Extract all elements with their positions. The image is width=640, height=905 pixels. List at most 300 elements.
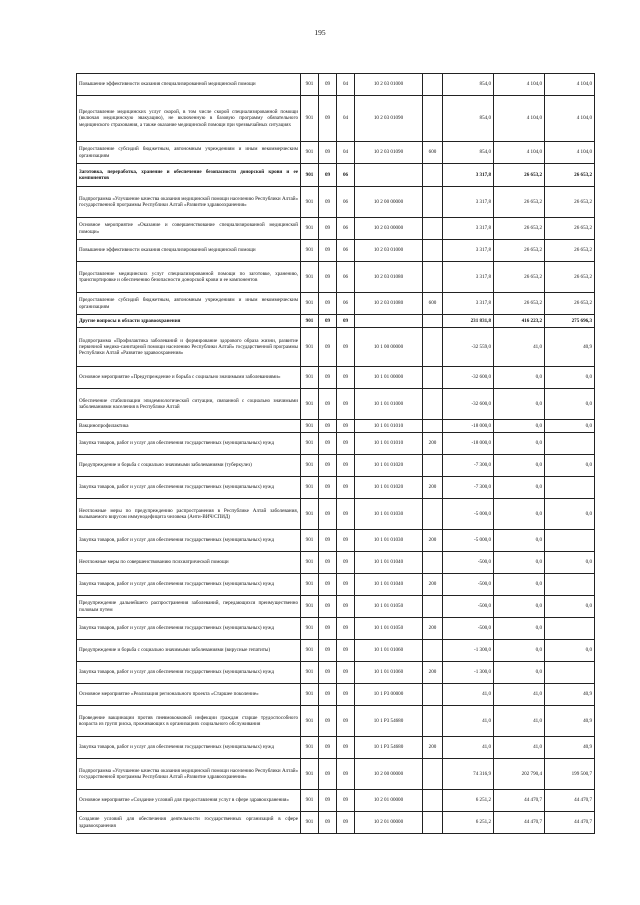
row-amount-2-cell: 41,0 [494, 737, 545, 759]
row-subsection-cell: 09 [337, 759, 355, 790]
row-section-cell: 09 [319, 240, 337, 262]
row-section-cell: 09 [319, 96, 337, 142]
row-target-article-cell: 10 2 03 00000 [355, 218, 423, 240]
row-target-article-cell: 10 1 01 01010 [355, 420, 423, 433]
row-name-cell: Закупка товаров, работ и услуг для обеспечения государственных (муниципальных) нужд [77, 737, 301, 759]
row-amount-3-cell: 26 653,2 [545, 293, 595, 315]
row-target-article-cell: 10 1 01 01040 [355, 552, 423, 574]
table-row [77, 315, 595, 328]
row-amount-3-cell: 0,0 [545, 389, 595, 420]
row-amount-3-cell: 44 470,7 [545, 812, 595, 834]
row-amount-1-cell: 6 251,2 [443, 790, 494, 812]
row-subsection-cell: 09 [337, 315, 355, 328]
row-section-cell: 09 [319, 187, 337, 218]
row-vedom-cell: 901 [301, 706, 319, 737]
table-row [77, 477, 595, 499]
row-amount-3-cell: 44 470,7 [545, 790, 595, 812]
row-amount-2-cell: 44 470,7 [494, 790, 545, 812]
row-amount-3-cell: 199 500,7 [545, 759, 595, 790]
row-section-cell: 09 [319, 574, 337, 596]
table-row [77, 420, 595, 433]
row-subsection-cell: 09 [337, 706, 355, 737]
table-row [77, 499, 595, 530]
row-amount-1-cell: 231 831,8 [443, 315, 494, 328]
row-target-article-cell: 10 1 01 01030 [355, 530, 423, 552]
row-subsection-cell: 09 [337, 684, 355, 706]
row-amount-1-cell: -18 000,0 [443, 420, 494, 433]
row-section-cell: 09 [319, 640, 337, 662]
row-amount-3-cell: 26 653,2 [545, 164, 595, 187]
row-name-cell: Подпрограмма «Профилактика заболеваний и формирование здорового образа жизни, развитие первичной медико-санитарной помощи населению Республики Алтай» государственной программы Республики Алтай «Развитие здравоохранения» [77, 328, 301, 367]
row-name-cell: Подпрограмма «Улучшение качества оказания медицинской помощи населению Республики Алтай» государственной программы Республики Алтай «Развитие здравоохранения» [77, 759, 301, 790]
row-section-cell: 09 [319, 293, 337, 315]
row-amount-3-cell: 4 104,0 [545, 96, 595, 142]
row-vedom-cell: 901 [301, 812, 319, 834]
row-amount-3-cell: 0,0 [545, 367, 595, 389]
table-row [77, 164, 595, 187]
row-amount-3-cell: 4 104,0 [545, 74, 595, 96]
row-vedom-cell: 901 [301, 218, 319, 240]
row-amount-3-cell: 0,0 [545, 455, 595, 477]
row-vedom-cell: 901 [301, 552, 319, 574]
row-amount-3-cell: 0,0 [545, 552, 595, 574]
row-amount-1-cell: 6 251,2 [443, 812, 494, 834]
row-name-cell: Закупка товаров, работ и услуг для обеспечения государственных (муниципальных) нужд [77, 662, 301, 684]
row-subsection-cell: 09 [337, 389, 355, 420]
row-amount-3-cell: 0,0 [545, 420, 595, 433]
row-vedom-cell: 901 [301, 96, 319, 142]
row-amount-1-cell: 41,0 [443, 706, 494, 737]
table-row [77, 328, 595, 367]
table-row [77, 552, 595, 574]
row-vedom-cell: 901 [301, 499, 319, 530]
row-amount-3-cell: 0,0 [545, 499, 595, 530]
row-name-cell: Неотложные меры по совершенствованию психиатрической помощи [77, 552, 301, 574]
table-row [77, 596, 595, 618]
row-section-cell: 09 [319, 596, 337, 618]
row-amount-1-cell: 854,0 [443, 142, 494, 164]
row-target-article-cell: 10 1 01 01010 [355, 433, 423, 455]
row-amount-3-cell [545, 530, 595, 552]
row-target-article-cell: 10 1 01 01020 [355, 455, 423, 477]
row-subsection-cell: 06 [337, 187, 355, 218]
row-section-cell: 09 [319, 812, 337, 834]
row-amount-1-cell: -32 600,0 [443, 389, 494, 420]
row-amount-1-cell: -7 300,0 [443, 455, 494, 477]
row-vedom-cell: 901 [301, 367, 319, 389]
row-subsection-cell: 09 [337, 662, 355, 684]
row-name-cell: Закупка товаров, работ и услуг для обеспечения государственных (муниципальных) нужд [77, 618, 301, 640]
row-target-article-cell: 10 1 01 01020 [355, 477, 423, 499]
table-row [77, 790, 595, 812]
table-row [77, 218, 595, 240]
table-row [77, 389, 595, 420]
row-section-cell: 09 [319, 684, 337, 706]
row-expense-type-cell [423, 596, 443, 618]
row-name-cell: Закупка товаров, работ и услуг для обеспечения государственных (муниципальных) нужд [77, 433, 301, 455]
row-vedom-cell: 901 [301, 618, 319, 640]
row-amount-2-cell: 0,0 [494, 530, 545, 552]
row-expense-type-cell [423, 455, 443, 477]
row-amount-2-cell: 26 653,2 [494, 218, 545, 240]
row-section-cell: 09 [319, 530, 337, 552]
row-target-article-cell: 10 2 01 00000 [355, 790, 423, 812]
row-expense-type-cell: 200 [423, 433, 443, 455]
row-amount-1-cell: -500,0 [443, 596, 494, 618]
row-vedom-cell: 901 [301, 187, 319, 218]
row-section-cell: 09 [319, 737, 337, 759]
row-vedom-cell: 901 [301, 389, 319, 420]
row-amount-1-cell: 41,0 [443, 684, 494, 706]
row-subsection-cell: 09 [337, 328, 355, 367]
row-subsection-cell: 09 [337, 812, 355, 834]
row-subsection-cell: 06 [337, 240, 355, 262]
row-amount-2-cell: 416 223,2 [494, 315, 545, 328]
row-section-cell: 09 [319, 790, 337, 812]
row-amount-1-cell: 3 317,8 [443, 187, 494, 218]
row-expense-type-cell [423, 240, 443, 262]
row-target-article-cell: 10 2 03 01090 [355, 142, 423, 164]
row-amount-2-cell: 0,0 [494, 499, 545, 530]
row-expense-type-cell: 600 [423, 293, 443, 315]
row-subsection-cell: 06 [337, 164, 355, 187]
row-target-article-cell: 10 1 01 01000 [355, 389, 423, 420]
row-target-article-cell: 10 1 P3 54680 [355, 706, 423, 737]
row-name-cell: Предупреждение и борьба с социально значимыми заболеваниями (туберкулез) [77, 455, 301, 477]
row-expense-type-cell [423, 420, 443, 433]
row-amount-2-cell: 0,0 [494, 455, 545, 477]
row-target-article-cell: 10 1 00 00000 [355, 328, 423, 367]
table-row [77, 74, 595, 96]
row-expense-type-cell [423, 790, 443, 812]
row-amount-1-cell: 41,0 [443, 737, 494, 759]
row-target-article-cell: 10 1 01 01060 [355, 640, 423, 662]
row-vedom-cell: 901 [301, 530, 319, 552]
row-name-cell: Закупка товаров, работ и услуг для обеспечения государственных (муниципальных) нужд [77, 574, 301, 596]
row-section-cell: 09 [319, 759, 337, 790]
row-section-cell: 09 [319, 74, 337, 96]
row-amount-1-cell: -32 559,0 [443, 328, 494, 367]
row-name-cell: Закупка товаров, работ и услуг для обеспечения государственных (муниципальных) нужд [77, 530, 301, 552]
row-name-cell: Предоставление медицинских услуг скорой, в том числе скорой специализированной помощи (включая медицинскую эвакуацию), не включенную в базовую программу обязательного медицинского страхования, а также оказание медицинской помощи при чрезвычайных ситуациях [77, 96, 301, 142]
row-section-cell: 09 [319, 706, 337, 737]
row-name-cell: Проведение вакцинации против пневмококковой инфекции граждан старше трудоспособного возраста из групп риска, проживающих в организациях социального обслуживания [77, 706, 301, 737]
row-section-cell: 09 [319, 389, 337, 420]
row-subsection-cell: 09 [337, 420, 355, 433]
row-subsection-cell: 09 [337, 530, 355, 552]
row-amount-1-cell: -5 000,0 [443, 499, 494, 530]
row-amount-1-cell: 3 317,8 [443, 262, 494, 293]
row-amount-2-cell: 26 653,2 [494, 187, 545, 218]
row-section-cell: 09 [319, 315, 337, 328]
row-amount-3-cell: 0,0 [545, 596, 595, 618]
row-expense-type-cell: 200 [423, 530, 443, 552]
row-vedom-cell: 901 [301, 328, 319, 367]
row-amount-1-cell: 854,0 [443, 74, 494, 96]
row-amount-3-cell: 40,9 [545, 737, 595, 759]
table-row [77, 812, 595, 834]
row-vedom-cell: 901 [301, 262, 319, 293]
row-expense-type-cell [423, 640, 443, 662]
row-name-cell: Заготовка, переработка, хранение и обеспечение безопасности донорской крови и ее компонентов [77, 164, 301, 187]
row-subsection-cell: 04 [337, 142, 355, 164]
budget-table [76, 73, 595, 834]
table-row [77, 662, 595, 684]
row-amount-2-cell: 0,0 [494, 389, 545, 420]
row-subsection-cell: 06 [337, 262, 355, 293]
row-target-article-cell: 10 2 03 01000 [355, 240, 423, 262]
row-section-cell: 09 [319, 455, 337, 477]
row-section-cell: 09 [319, 477, 337, 499]
row-name-cell: Основное мероприятие «Предупреждение и борьба с социально значимыми заболеваниями» [77, 367, 301, 389]
table-row [77, 618, 595, 640]
row-expense-type-cell: 200 [423, 662, 443, 684]
row-subsection-cell: 09 [337, 477, 355, 499]
row-amount-1-cell: 854,0 [443, 96, 494, 142]
row-expense-type-cell [423, 96, 443, 142]
row-amount-2-cell: 26 653,2 [494, 164, 545, 187]
row-subsection-cell: 04 [337, 74, 355, 96]
row-amount-3-cell [545, 618, 595, 640]
row-section-cell: 09 [319, 420, 337, 433]
row-name-cell: Основное мероприятие «Оказание и совершенствование специализированной медицинской помощи» [77, 218, 301, 240]
row-subsection-cell: 09 [337, 552, 355, 574]
row-name-cell: Основное мероприятие «Создание условий для предоставления услуг в сфере здравоохранения» [77, 790, 301, 812]
row-subsection-cell: 09 [337, 790, 355, 812]
row-subsection-cell: 09 [337, 618, 355, 640]
table-row [77, 262, 595, 293]
row-vedom-cell: 901 [301, 574, 319, 596]
table-row [77, 293, 595, 315]
row-subsection-cell: 09 [337, 596, 355, 618]
row-amount-1-cell: 74 316,9 [443, 759, 494, 790]
table-row [77, 187, 595, 218]
row-target-article-cell: 10 1 01 00000 [355, 367, 423, 389]
row-name-cell: Предупреждение и борьба с социально значимыми заболеваниями (вирусные гепатиты) [77, 640, 301, 662]
page-number: 195 [314, 28, 326, 37]
row-subsection-cell: 09 [337, 455, 355, 477]
row-name-cell: Вакцинопрофилактика [77, 420, 301, 433]
row-target-article-cell: 10 2 00 00000 [355, 759, 423, 790]
row-vedom-cell: 901 [301, 684, 319, 706]
row-section-cell: 09 [319, 499, 337, 530]
row-amount-1-cell: -500,0 [443, 574, 494, 596]
row-amount-1-cell: 3 317,8 [443, 240, 494, 262]
row-amount-1-cell: -500,0 [443, 552, 494, 574]
table-row [77, 684, 595, 706]
row-section-cell: 09 [319, 142, 337, 164]
row-subsection-cell: 09 [337, 367, 355, 389]
row-name-cell: Основное мероприятие «Реализация регионального проекта «Старшее поколение» [77, 684, 301, 706]
row-section-cell: 09 [319, 218, 337, 240]
row-amount-3-cell: 26 653,2 [545, 218, 595, 240]
row-amount-2-cell: 0,0 [494, 552, 545, 574]
row-amount-2-cell: 4 104,0 [494, 74, 545, 96]
row-section-cell: 09 [319, 433, 337, 455]
row-section-cell: 09 [319, 262, 337, 293]
row-target-article-cell: 10 1 01 01050 [355, 618, 423, 640]
row-amount-2-cell: 26 653,2 [494, 240, 545, 262]
row-target-article-cell: 10 2 03 01000 [355, 74, 423, 96]
row-amount-2-cell: 4 104,0 [494, 142, 545, 164]
row-expense-type-cell [423, 367, 443, 389]
row-expense-type-cell [423, 328, 443, 367]
row-expense-type-cell [423, 74, 443, 96]
row-vedom-cell: 901 [301, 790, 319, 812]
row-target-article-cell: 10 2 03 01080 [355, 293, 423, 315]
row-name-cell: Неотложные меры по предупреждению распространения в Республике Алтай заболевания, вызываемого вирусом иммунодефицита человека (Анти-ВИЧ/СПИД) [77, 499, 301, 530]
row-target-article-cell: 10 1 01 01040 [355, 574, 423, 596]
row-amount-3-cell: 40,9 [545, 328, 595, 367]
row-target-article-cell [355, 315, 423, 328]
row-amount-1-cell: -500,0 [443, 618, 494, 640]
row-amount-2-cell: 0,0 [494, 618, 545, 640]
row-target-article-cell: 10 1 01 01050 [355, 596, 423, 618]
row-subsection-cell: 04 [337, 96, 355, 142]
row-subsection-cell: 09 [337, 640, 355, 662]
row-expense-type-cell [423, 759, 443, 790]
row-target-article-cell: 10 1 P3 00000 [355, 684, 423, 706]
row-vedom-cell: 901 [301, 142, 319, 164]
row-amount-2-cell: 0,0 [494, 420, 545, 433]
row-vedom-cell: 901 [301, 74, 319, 96]
row-target-article-cell: 10 2 03 01090 [355, 96, 423, 142]
row-name-cell: Обеспечение стабилизации эпидемиологической ситуации, связанной с социально значимыми заболеваниями населения в Республике Алтай [77, 389, 301, 420]
row-amount-2-cell: 0,0 [494, 367, 545, 389]
row-target-article-cell: 10 1 P3 54680 [355, 737, 423, 759]
row-subsection-cell: 09 [337, 737, 355, 759]
table-row [77, 433, 595, 455]
row-amount-2-cell: 0,0 [494, 477, 545, 499]
row-amount-3-cell: 0,0 [545, 640, 595, 662]
row-amount-3-cell: 26 653,2 [545, 262, 595, 293]
row-amount-2-cell: 44 470,7 [494, 812, 545, 834]
row-amount-3-cell: 40,9 [545, 706, 595, 737]
row-amount-3-cell [545, 433, 595, 455]
row-section-cell: 09 [319, 662, 337, 684]
row-section-cell: 09 [319, 367, 337, 389]
row-amount-3-cell: 26 653,2 [545, 187, 595, 218]
row-amount-1-cell: -32 600,0 [443, 367, 494, 389]
row-vedom-cell: 901 [301, 640, 319, 662]
row-amount-3-cell [545, 574, 595, 596]
row-subsection-cell: 06 [337, 293, 355, 315]
row-vedom-cell: 901 [301, 737, 319, 759]
row-amount-2-cell: 0,0 [494, 596, 545, 618]
row-vedom-cell: 901 [301, 420, 319, 433]
row-vedom-cell: 901 [301, 477, 319, 499]
row-amount-2-cell: 41,0 [494, 684, 545, 706]
row-vedom-cell: 901 [301, 164, 319, 187]
row-amount-3-cell: 4 104,0 [545, 142, 595, 164]
table-row [77, 240, 595, 262]
row-amount-2-cell: 0,0 [494, 433, 545, 455]
row-expense-type-cell [423, 812, 443, 834]
row-section-cell: 09 [319, 328, 337, 367]
row-amount-2-cell: 0,0 [494, 662, 545, 684]
row-name-cell: Закупка товаров, работ и услуг для обеспечения государственных (муниципальных) нужд [77, 477, 301, 499]
row-vedom-cell: 901 [301, 455, 319, 477]
row-amount-2-cell: 41,0 [494, 706, 545, 737]
row-vedom-cell: 901 [301, 293, 319, 315]
row-name-cell: Предоставление субсидий бюджетным, автономным учреждениям и иным некоммерческим организациям [77, 142, 301, 164]
row-amount-1-cell: -7 300,0 [443, 477, 494, 499]
table-row [77, 96, 595, 142]
row-name-cell: Повышение эффективности оказания специализированной медицинской помощи [77, 240, 301, 262]
row-amount-1-cell: 3 317,8 [443, 164, 494, 187]
row-target-article-cell: 10 1 01 01060 [355, 662, 423, 684]
row-expense-type-cell: 200 [423, 618, 443, 640]
row-amount-2-cell: 26 653,2 [494, 293, 545, 315]
row-amount-2-cell: 26 653,2 [494, 262, 545, 293]
row-subsection-cell: 09 [337, 574, 355, 596]
row-vedom-cell: 901 [301, 433, 319, 455]
row-subsection-cell: 09 [337, 433, 355, 455]
row-expense-type-cell [423, 499, 443, 530]
row-amount-1-cell: -1 300,0 [443, 640, 494, 662]
row-expense-type-cell [423, 389, 443, 420]
row-amount-3-cell [545, 477, 595, 499]
row-amount-3-cell: 26 653,2 [545, 240, 595, 262]
row-target-article-cell: 10 2 00 00000 [355, 187, 423, 218]
row-target-article-cell: 10 1 01 01030 [355, 499, 423, 530]
row-expense-type-cell: 200 [423, 737, 443, 759]
row-expense-type-cell [423, 187, 443, 218]
row-expense-type-cell [423, 552, 443, 574]
row-target-article-cell: 10 2 01 00000 [355, 812, 423, 834]
row-vedom-cell: 901 [301, 662, 319, 684]
row-name-cell: Предоставление медицинских услуг специализированной помощи по заготовке, хранению, транспортировке и обеспечению безопасности донорской крови и ее компонентов [77, 262, 301, 293]
table-row [77, 142, 595, 164]
row-amount-3-cell: 40,9 [545, 684, 595, 706]
row-name-cell: Создание условий для обеспечения деятельности государственных организаций в сфере здравоохранения [77, 812, 301, 834]
row-vedom-cell: 901 [301, 596, 319, 618]
row-amount-1-cell: -18 000,0 [443, 433, 494, 455]
row-expense-type-cell [423, 164, 443, 187]
row-amount-1-cell: -5 000,0 [443, 530, 494, 552]
row-amount-2-cell: 0,0 [494, 640, 545, 662]
table-row [77, 455, 595, 477]
row-amount-2-cell: 202 790,4 [494, 759, 545, 790]
row-vedom-cell: 901 [301, 315, 319, 328]
row-target-article-cell [355, 164, 423, 187]
row-expense-type-cell [423, 684, 443, 706]
row-expense-type-cell [423, 315, 443, 328]
row-subsection-cell: 09 [337, 499, 355, 530]
row-amount-3-cell [545, 662, 595, 684]
row-target-article-cell: 10 2 03 01080 [355, 262, 423, 293]
table-row [77, 737, 595, 759]
row-name-cell: Предоставление субсидий бюджетным, автономным учреждениям и иным некоммерческим организациям [77, 293, 301, 315]
row-amount-2-cell: 4 104,0 [494, 96, 545, 142]
row-expense-type-cell [423, 706, 443, 737]
row-name-cell: Повышение эффективности оказания специализированной медицинской помощи [77, 74, 301, 96]
row-section-cell: 09 [319, 618, 337, 640]
row-subsection-cell: 06 [337, 218, 355, 240]
row-expense-type-cell [423, 218, 443, 240]
row-vedom-cell: 901 [301, 759, 319, 790]
row-name-cell: Другие вопросы в области здравоохранения [77, 315, 301, 328]
row-amount-1-cell: -1 300,0 [443, 662, 494, 684]
table-row [77, 530, 595, 552]
row-name-cell: Предупреждение дальнейшего распространения заболеваний, передающихся преимущественно половым путем [77, 596, 301, 618]
row-expense-type-cell: 200 [423, 477, 443, 499]
row-amount-2-cell: 41,0 [494, 328, 545, 367]
table-row [77, 706, 595, 737]
row-name-cell: Подпрограмма «Улучшение качества оказания медицинской помощи населению Республики Алтай» государственной программы Республики Алтай «Развитие здравоохранения» [77, 187, 301, 218]
row-amount-2-cell: 0,0 [494, 574, 545, 596]
budget-table-body [77, 74, 595, 834]
